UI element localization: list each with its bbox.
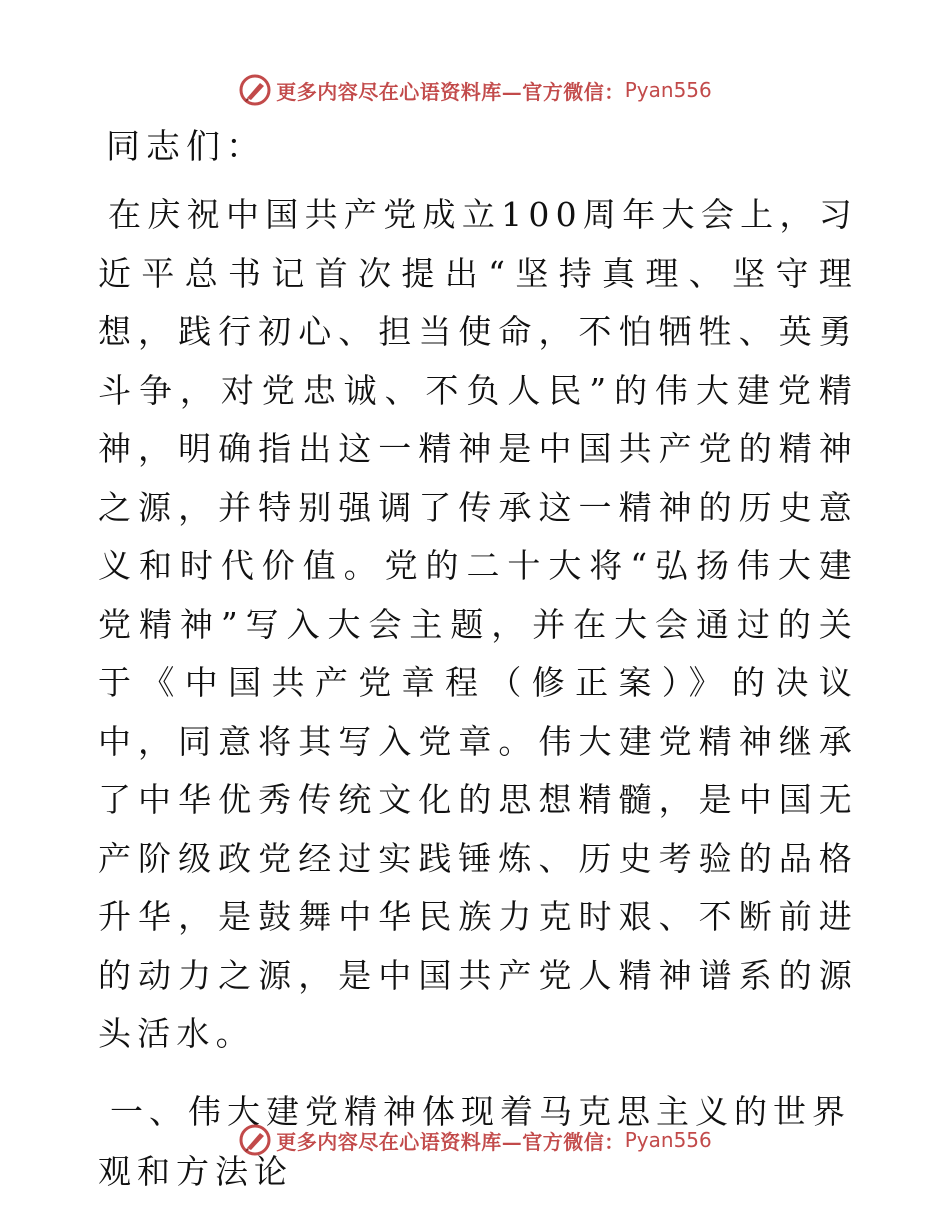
body-paragraph: 在庆祝中国共产党成立100周年大会上，习近平总书记首次提出“坚持真理、坚守理想，践行初心、担当使命，不怕牺牲、英勇斗争，对党忠诚、不负人民”的伟大建党精神，明确指出这一精神是中国共产党的精神之源，并特别强调了传承这一精神的历史意义和时代价值。党的二十大将“弘扬伟大建党精神”写入大会主题，并在大会通过的关于《中国共产党章程（修正案）》的决议中，同意将其写入党章。伟大建党精神继承了中华优秀传统文化的思想精髓，是中国无产阶级政党经过实践锤炼、历史考验的品格升华，是鼓舞中华民族力克时艰、不断前进的动力之源，是中国共产党人精神谱系的源头活水。 bbox=[98, 195, 858, 1053]
footer-watermark bbox=[0, 1120, 950, 1160]
watermark-handle: Pyan556 bbox=[624, 78, 712, 102]
salutation: 同志们： bbox=[106, 127, 266, 167]
watermark-text: 更多内容尽在心语资料库—官方微信： bbox=[276, 1129, 625, 1154]
header-watermark bbox=[0, 70, 950, 110]
watermark-handle: Pyan556 bbox=[624, 1128, 712, 1152]
section-heading: 一、伟大建党精神体现着马克思主义的世界观和方法论 bbox=[98, 1091, 851, 1191]
pen-in-circle-logo-icon bbox=[238, 1123, 272, 1157]
document-body bbox=[98, 120, 858, 1202]
pen-in-circle-logo-icon bbox=[238, 73, 272, 107]
watermark-text: 更多内容尽在心语资料库—官方微信： bbox=[276, 79, 625, 104]
